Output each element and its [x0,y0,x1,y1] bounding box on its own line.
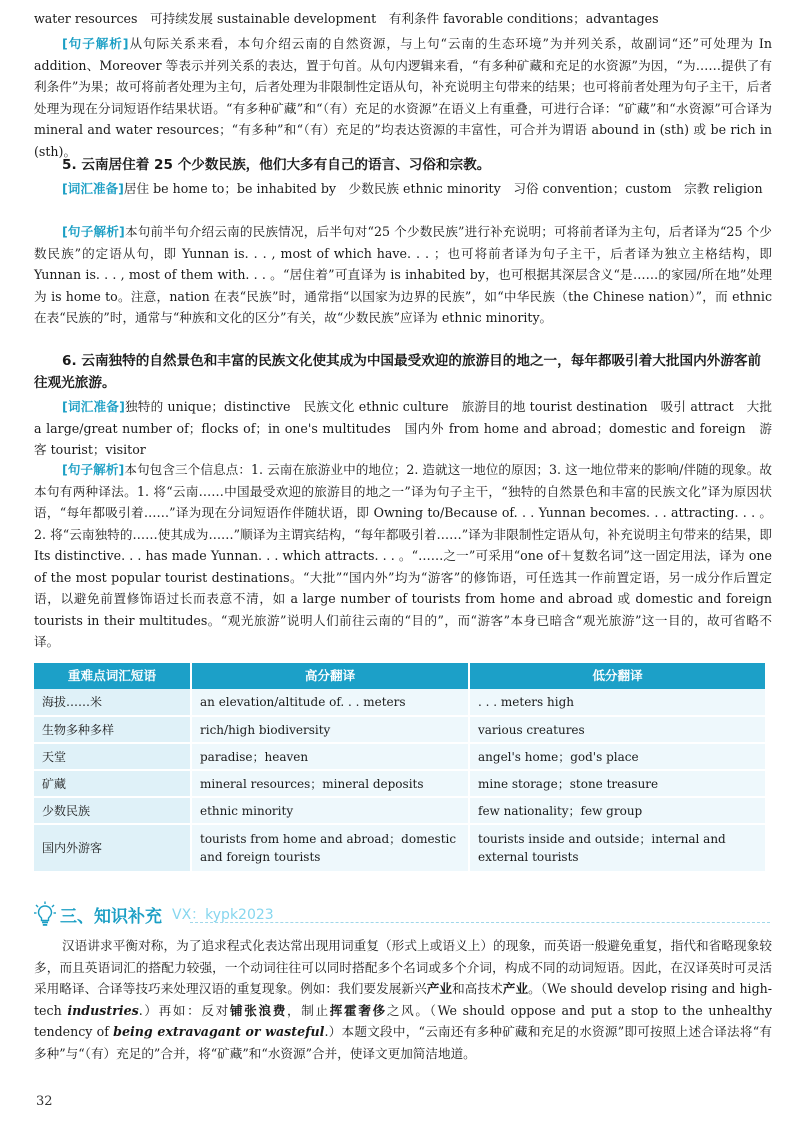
vocab-paragraph-6 [34,396,772,461]
table-header-cell: 低分翻译 [469,663,766,689]
analysis-text: 本句前半句介绍云南的民族情况，后半句对“25 个少数民族”进行补充说明；可将前者译为主句，后者译为“25 个少数民族”的定语从句，即 Yunnan is. . . , most of which have. . . ；也可将前者译为句子主干，后者译为独立主格结构，即 Yunnan is. . . , most of them with. . . 。“居住着”可直译为 is inhabited by，也可根据其深层含义“是……的家园/所在地”处理为 is home to。注意，nation 在表“民族”时，通常指“以国家为边界的民族”，如“中华民族（the Chinese nation）”，而 ethnic 在表“民族的”时，通常与“种族和文化的区分”有关，故“少数民族”应译为 ethnic minority。 [34,224,772,325]
table-cell: 天堂 [34,743,191,770]
knowledge-text: 汉语讲求平衡对称，为了追求程式化表达常出现用词重复（形式上或语义上）的现象，而英语一般避免重复，指代和省略现象较多，而且英语词汇的搭配力较强，一个动词往往可以同时搭配多个名词或多个介词，构成不同的动词短语。因此，在汉译英时可灵活采用略译、合译等技巧来处理汉语的重复现象。例如：我们要发展新兴 [34,938,772,996]
knowledge-text: .）本题文段中，“云南还有多种矿藏和充足的水资源”即可按照上述合译法将“有多种”与“（有）充足的”合并，将“矿藏”和“水资源”合并，使译文更加简洁地道。 [34,1024,772,1061]
heading-6: 6. 云南独特的自然景色和丰富的民族文化使其成为中国最受欢迎的旅游目的地之一，每年都吸引着大批国内外游客前往观光旅游。 [34,353,762,391]
table-row [34,716,766,743]
analysis-paragraph-6 [34,459,772,653]
table-cell: 矿藏 [34,770,191,797]
page-number: 32 [36,1094,53,1109]
vocab-text: 独特的 unique；distinctive 民族文化 ethnic culture 旅游目的地 tourist destination 吸引 attract 大批 a large/great number of；flocks of；in one's multitudes 国内外 from home and abroad；domestic and foreign 游客 tourist；visitor [34,399,772,457]
table-cell: few nationality；few group [469,797,766,824]
table-cell: an elevation/altitude of. . . meters [191,689,469,716]
table-cell: ethnic minority [191,797,469,824]
table-row [34,689,766,716]
table-cell: 生物多种多样 [34,716,191,743]
vocab-paragraph-5 [34,178,772,200]
vocab-comparison-table [34,663,767,873]
table-cell: 国内外游客 [34,824,191,872]
vocab-continuation: water resources 可持续发展 sustainable development 有利条件 favorable conditions；advantages [34,11,659,26]
table-cell: various creatures [469,716,766,743]
knowledge-text: ，制止 [287,1002,330,1018]
table-cell: . . . meters high [469,689,766,716]
table-cell: rich/high biodiversity [191,716,469,743]
knowledge-bold: 铺张浪费 [229,1002,287,1018]
knowledge-text: 之风。（We should oppose and put a stop to the unhealthy tendency of [34,1002,773,1039]
knowledge-text: 和高技术 [452,981,503,996]
section-header [34,900,274,928]
section-divider [190,922,770,923]
analysis-paragraph-5 [34,221,772,329]
table-row [34,770,766,797]
knowledge-emphasis: industries [67,1002,139,1018]
analysis-paragraph-4 [34,33,772,162]
heading-5: 5. 云南居住着 25 个少数民族，他们大多有自己的语言、习俗和宗教。 [62,157,491,173]
knowledge-text: .）再如：反对 [138,1002,230,1018]
analysis-text: 本句包含三个信息点：1. 云南在旅游业中的地位；2. 造就这一地位的原因；3. 这一地位带来的影响/伴随的现象。故本句有两种译法。1. 将“云南……中国最受欢迎的旅游目的地之一”译为句子主干，“独特的自然景色和丰富的民族文化”译为原因状语，“每年都吸引着……”译为现在分词短语作伴随状语，即 Owning to/Because of. . . Yunnan becomes. . . attracting. . . 。2. 将“云南独特的……使其成为……”顺译为主谓宾结构，“每年都吸引着……”译为非限制性定语从句，补充说明主句带来的结果，即 Its distinctive. . . has made Yunnan. . . which attracts. . . 。“……之一”可采用“one of＋复数名词”这一固定用法，译为 one of the most popular tourist destinations。“大批”“国内外”均为“游客”的修饰语，可任选其一作前置定语，另一成分作后置定语，以避免前置修饰语过长而表意不清，如 a large number of tourists from home and abroad 或 domestic and foreign tourists in their multitudes。“观光旅游”说明人们前往云南的“目的”，而“游客”本身已暗含“观光旅游”这一目的，故可省略不译。 [34,462,772,649]
table-cell: mineral resources；mineral deposits [191,770,469,797]
knowledge-bold: 产业 [426,981,453,996]
table-cell: tourists inside and outside；internal and external tourists [469,824,766,872]
analysis-tag: [句子解析] [62,224,125,239]
knowledge-bold: 挥霍奢侈 [329,1002,387,1018]
table-header-row [34,663,766,689]
table-cell: paradise；heaven [191,743,469,770]
knowledge-emphasis: being extravagant or wasteful [113,1024,325,1039]
watermark: VX：kypk2023 [172,907,274,923]
lightbulb-icon [34,901,56,927]
knowledge-text: 。（We should develop rising and high-tech [34,981,773,1018]
table-cell: angel's home；god's place [469,743,766,770]
analysis-text: 从句际关系来看，本句介绍云南的自然资源，与上句“云南的生态环境”为并列关系，故副词“还”可处理为 In addition、Moreover 等表示并列关系的表达，置于句首。从句内逻辑来看，“有多种矿藏和充足的水资源”为因，“为……提供了有利条件”为果；故可将前者处理为主句，后者处理为非限制性定语从句，补充说明主句带来的结果；也可将前者处理为句子主干，后者处理为现在分词短语作结果状语。“有多种矿藏”和“（有）充足的水资源”在语义上有重叠，可进行合译：“矿藏”和“水资源”可合译为 mineral and water resources；“有多种”和“（有）充足的”均表达资源的丰富性，可合并为谓语 abound in (sth) 或 be rich in (sth)。 [34,36,773,159]
vocab-tag: [词汇准备] [62,399,125,414]
table-cell: 海拔……米 [34,689,191,716]
table-row [34,743,766,770]
analysis-tag: [句子解析] [62,462,125,477]
table-row [34,797,766,824]
section-title: 三、知识补充 [60,906,162,927]
vocab-tag: [词汇准备] [62,181,124,196]
table-cell: 少数民族 [34,797,191,824]
table-header-cell: 高分翻译 [191,663,469,689]
knowledge-bold: 产业 [502,981,529,996]
table-row [34,824,766,872]
knowledge-paragraph [34,935,772,1064]
analysis-tag: [句子解析] [62,36,129,51]
table-cell: mine storage；stone treasure [469,770,766,797]
vocab-text: 居住 be home to；be inhabited by 少数民族 ethnic minority 习俗 convention；custom 宗教 religion [123,181,763,196]
table-header-cell: 重难点词汇短语 [34,663,191,689]
table-cell: tourists from home and abroad；domestic and foreign tourists [191,824,469,872]
